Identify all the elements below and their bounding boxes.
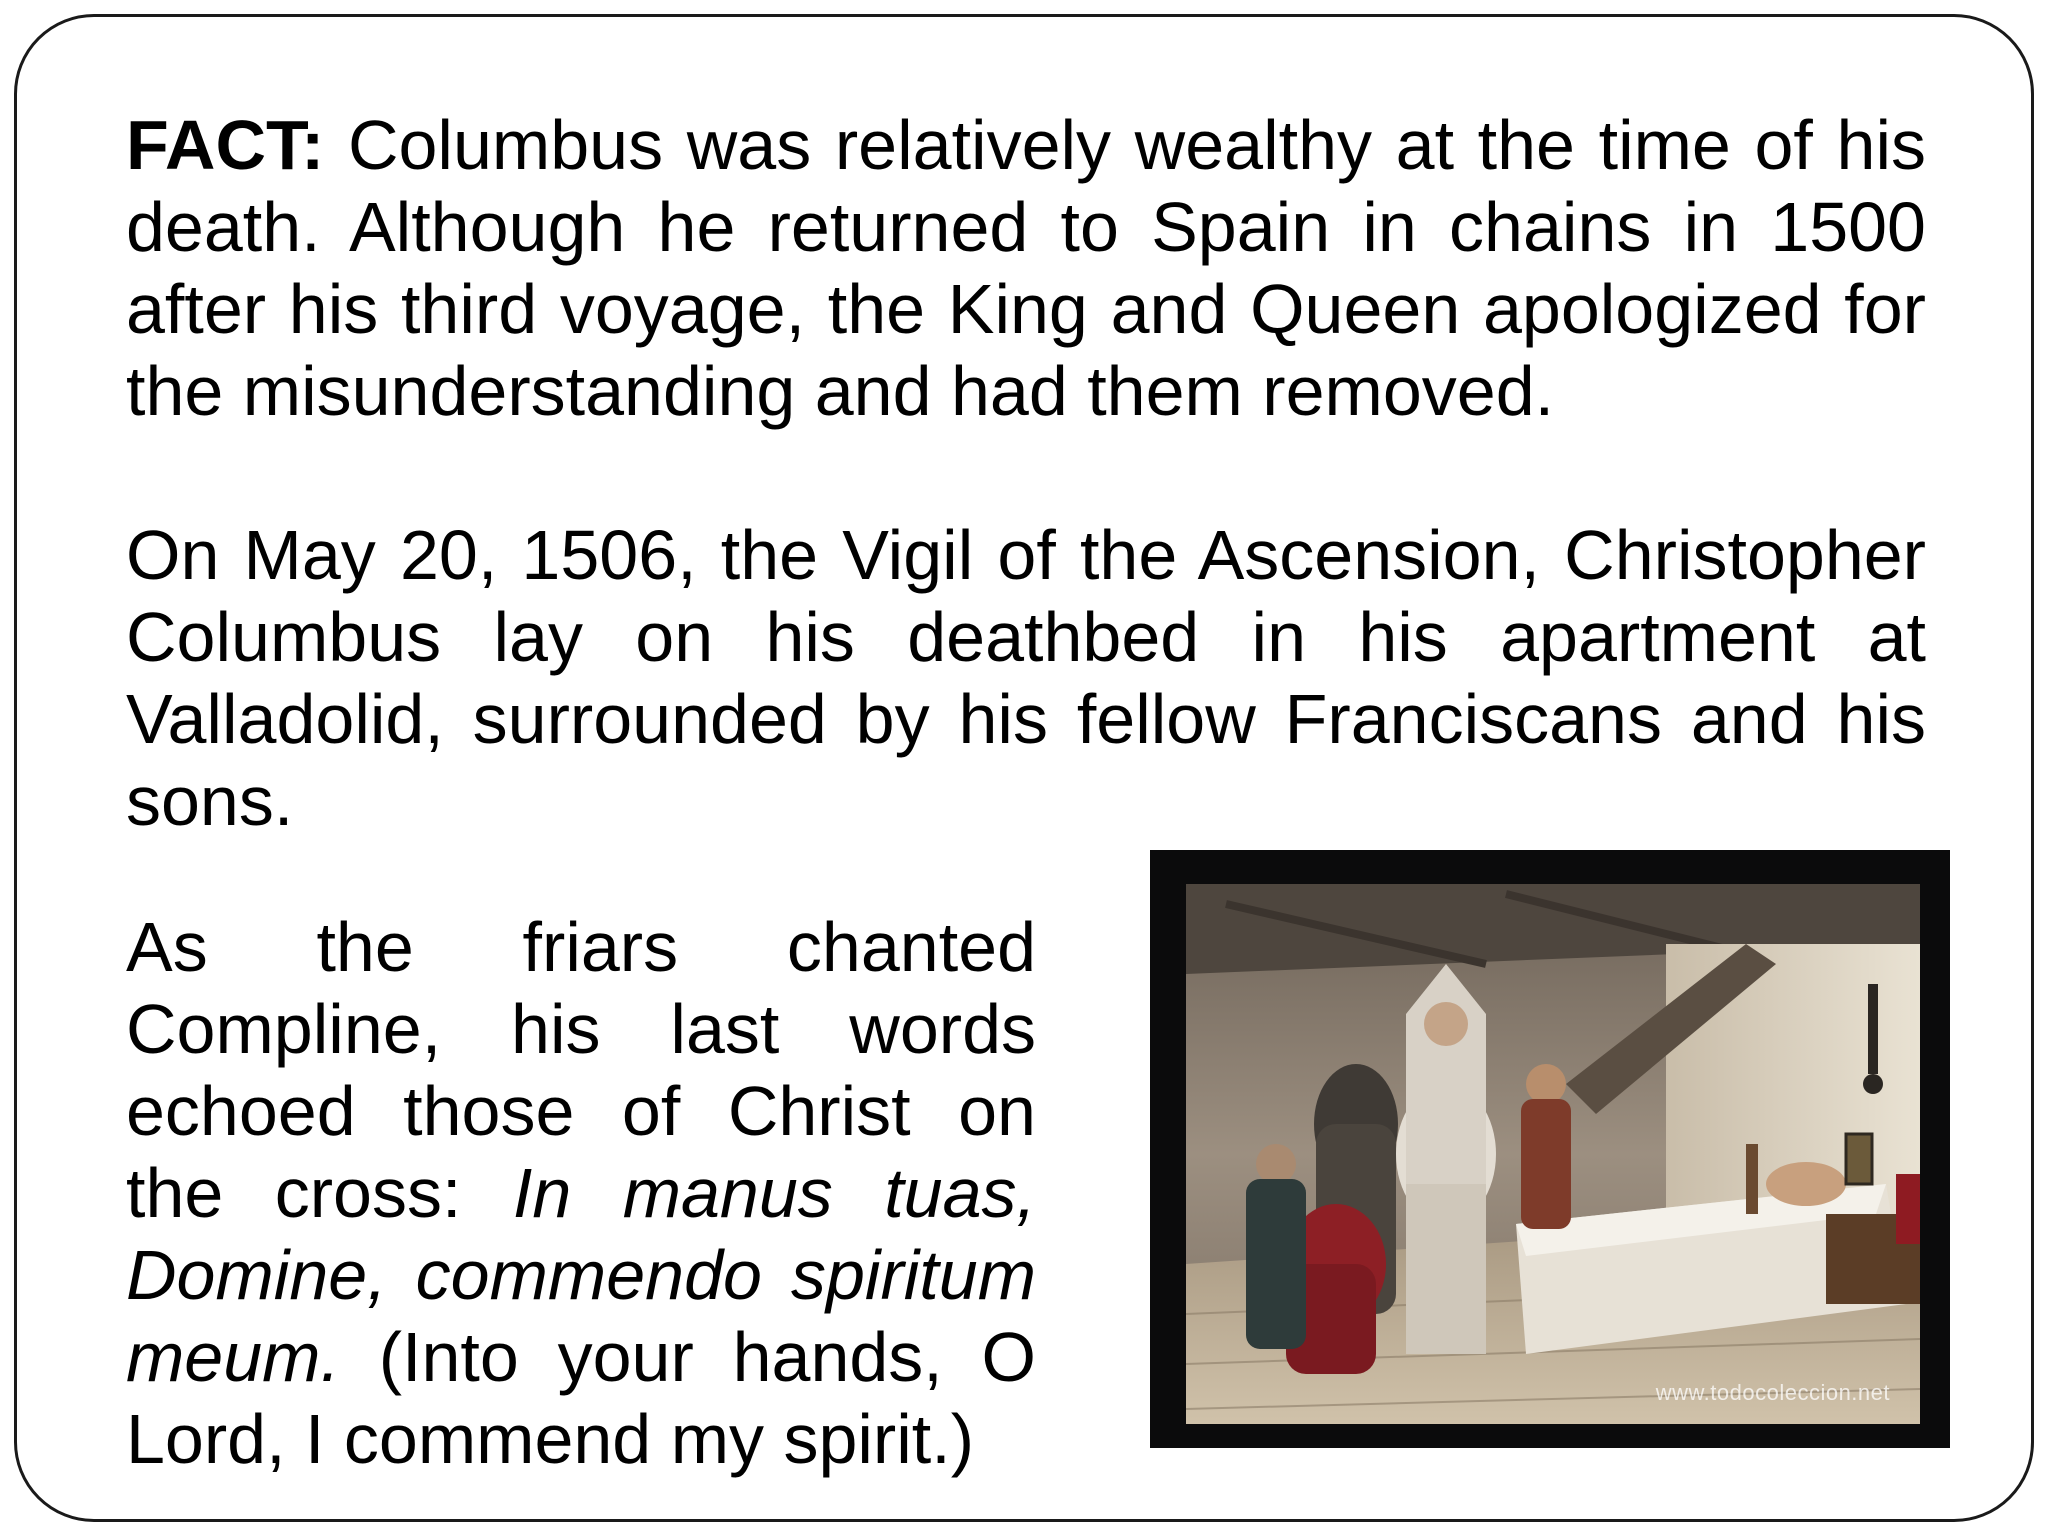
fact-paragraph <box>126 104 1926 432</box>
deathbed-scene-illustration <box>1186 884 1920 1424</box>
latin-quote: In manus tuas, Domine, commendo spiritum meum. <box>126 1154 1036 1396</box>
painting-postcard <box>1186 884 1920 1424</box>
last-words-paragraph <box>126 906 1036 1480</box>
deathbed-paragraph <box>126 514 1926 842</box>
fact-text: Columbus was relatively wealthy at the time of his death. Although he returned to Spain in chains in 1500 after his third voyage, the King and Queen apologized for the misunderstanding and had them removed. <box>126 106 1926 430</box>
fact-label: FACT: <box>126 106 325 184</box>
image-watermark: www.todocoleccion.net <box>1655 1380 1890 1405</box>
translation-text: (Into your hands, O Lord, I commend my spirit.) <box>126 1318 1036 1478</box>
deathbed-text: On May 20, 1506, the Vigil of the Ascension, Christopher Columbus lay on his deathbed in his apartment at Valladolid, surrounded by his fellow Franciscans and his sons. <box>126 516 1926 840</box>
last-words-intro: As the friars chanted Compline, his last words echoed those of Christ on the cross: <box>126 908 1036 1232</box>
deathbed-painting-photo <box>1150 850 1950 1448</box>
